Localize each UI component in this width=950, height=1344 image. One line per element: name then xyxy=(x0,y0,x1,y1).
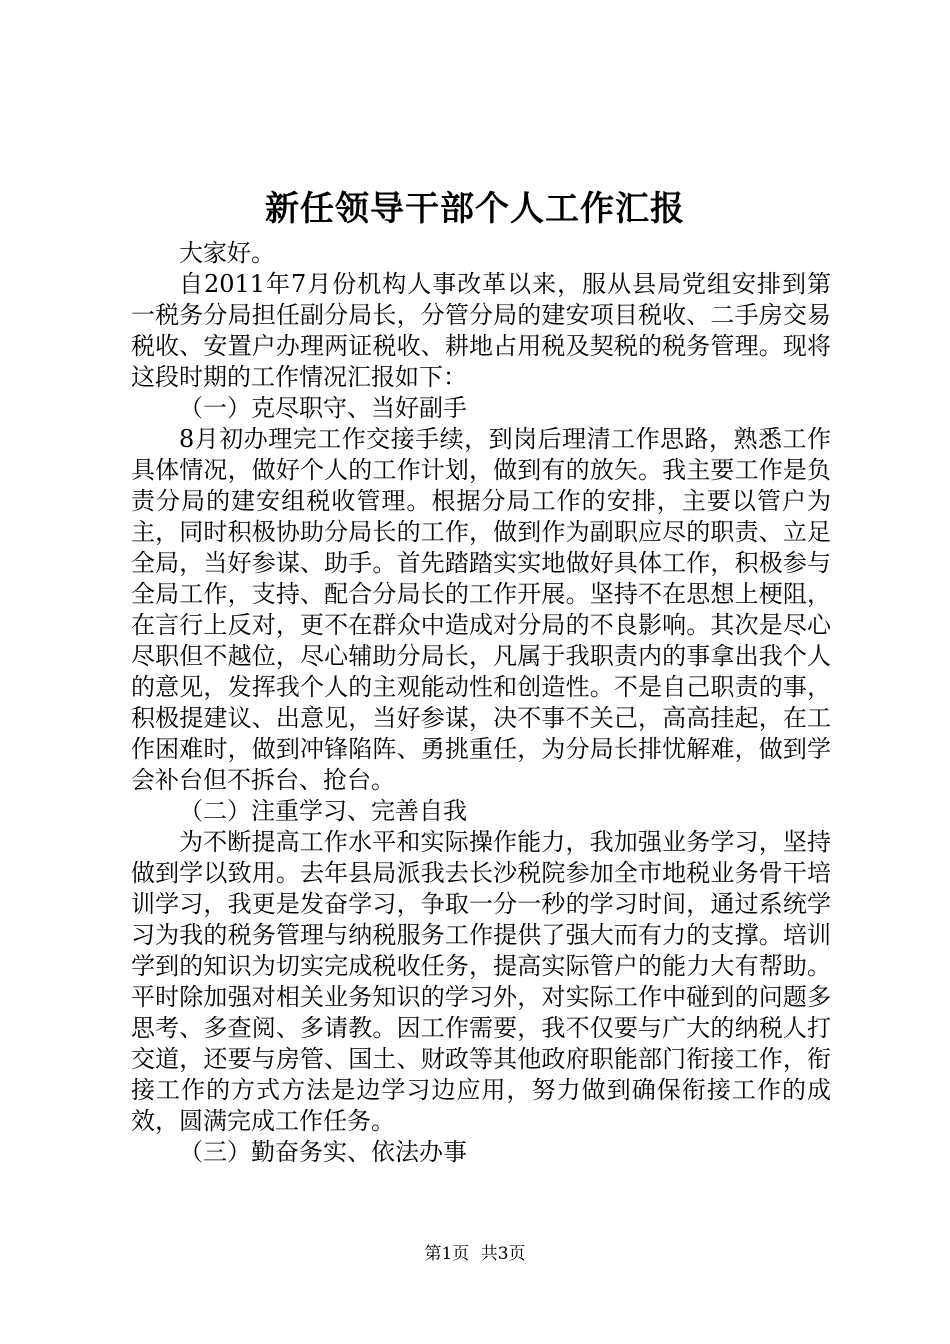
document-body xyxy=(131,238,831,1168)
section-heading-2: （二）注重学习、完善自我 xyxy=(179,797,467,825)
section-heading-3: （三）勤奋务实、依法办事 xyxy=(179,1138,467,1166)
section-1-paragraph: 8月初办理完工作交接手续，到岗后理清工作思路，熟悉工作具体情况，做好个人的工作计划，做到有的放矢。我主要工作是负责分局的建安组税收管理。根据分局工作的安排，主要以管户为主，同时积极协助分局长的工作，做到作为副职应尽的职责、立足全局，当好参谋、助手。首先踏踏实实地做好具体工作，积极参与全局工作，支持、配合分局长的工作开展。坚持不在思想上梗阻，在言行上反对，更不在群众中造成对分局的不良影响。其次是尽心尽职但不越位，尽心辅助分局长，凡属于我职责内的事拿出我个人的意见，发挥我个人的主观能动性和创造性。不是自己职责的事，积极提建议、出意见，当好参谋，决不事不关己，高高挂起，在工作困难时，做到冲锋陷阵、勇挑重任，为分局长排忧解难，做到学会补台但不拆台、抢台。 xyxy=(131,425,831,794)
page-number: 第1页 xyxy=(424,1244,470,1264)
intro-paragraph: 自2011年7月份机构人事改革以来，服从县局党组安排到第一税务分局担任副分局长，分管分局的建安项目税收、二手房交易税收、安置户办理两证税收、耕地占用税及契税的税务管理。现将这段时期的工作情况汇报如下： xyxy=(131,270,831,391)
greeting-paragraph: 大家好。 xyxy=(179,239,275,267)
section-heading-1: （一）克尽职守、当好副手 xyxy=(179,394,467,422)
document-title: 新任领导干部个人工作汇报 xyxy=(265,189,685,229)
page-footer xyxy=(0,1242,950,1266)
page-total: 共3页 xyxy=(480,1244,526,1264)
section-2-paragraph: 为不断提高工作水平和实际操作能力，我加强业务学习，坚持做到学以致用。去年县局派我去长沙税院参加全市地税业务骨干培训学习，我更是发奋学习，争取一分一秒的学习时间，通过系统学习为我的税务管理与纳税服务工作提供了强大而有力的支撑。培训学到的知识为切实完成税收任务，提高实际管户的能力大有帮助。平时除加强对相关业务知识的学习外，对实际工作中碰到的问题多思考、多查阅、多请教。因工作需要，我不仅要与广大的纳税人打交道，还要与房管、国土、财政等其他政府职能部门衔接工作，衔接工作的方式方法是边学习边应用，努力做到确保衔接工作的成效，圆满完成工作任务。 xyxy=(131,828,831,1135)
